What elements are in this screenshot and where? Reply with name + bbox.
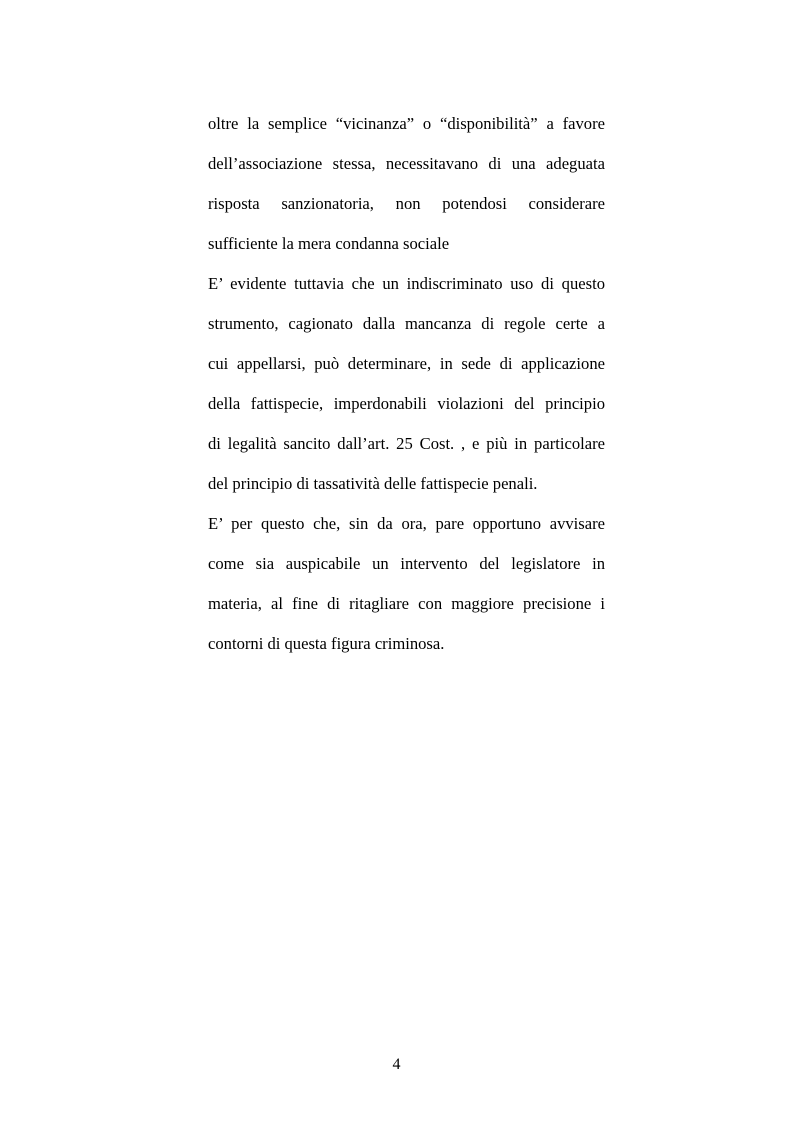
text-line-14: contorni di questa figura criminosa. [208,634,445,653]
text-line-12: come sia auspicabile un intervento del legislatore in [208,554,605,573]
text-line-3: risposta sanzionatoria, non potendosi considerare [208,194,605,213]
text-line-8: della fattispecie, imperdonabili violazioni del principio [208,394,605,413]
text-line-5: E’ evidente tuttavia che un indiscriminato uso di questo [208,274,605,293]
text-line-2: dell’associazione stessa, necessitavano di una adeguata [208,154,605,173]
text-line-9: di legalità sancito dall’art. 25 Cost. , e più in particolare [208,434,605,453]
text-line-1: oltre la semplice “vicinanza” o “disponibilità” a favore [208,114,605,133]
text-line-7: cui appellarsi, può determinare, in sede di applicazione [208,354,605,373]
text-line-11: E’ per questo che, sin da ora, pare opportuno avvisare [208,514,605,533]
text-line-10: del principio di tassatività delle fattispecie penali. [208,474,538,493]
text-line-6: strumento, cagionato dalla mancanza di regole certe a [208,314,605,333]
text-line-4: sufficiente la mera condanna sociale [208,234,450,253]
page-number: 4 [392,1056,401,1073]
body-text [208,111,605,671]
text-line-13: materia, al fine di ritagliare con maggiore precisione i [208,594,605,613]
